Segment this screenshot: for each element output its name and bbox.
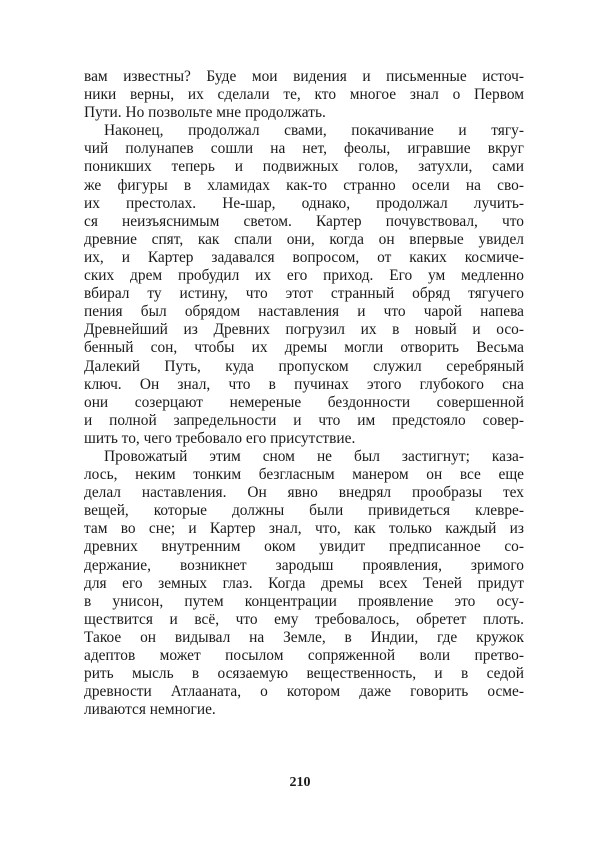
text-line: Пути. Но позвольте мне продолжать. (84, 104, 326, 122)
text-line: ских дрем пробудил их его приход. Его ум медленно (84, 267, 524, 285)
text-line: вбирал ту истину, что этот странный обряд тягучего (84, 285, 524, 303)
text-line: ливаются немногие. (84, 701, 216, 719)
paragraph (84, 122, 524, 448)
text-line: ществится и всё, что ему требовалось, обретет плоть. (84, 610, 524, 628)
text-line: Наконец, продолжал свами, покачивание и тягу- (104, 122, 524, 140)
text-line: там во сне; и Картер знал, что, как только каждый из (84, 520, 524, 538)
page-body (84, 68, 524, 719)
text-line: адептов может посылом сопряженной воли претво- (84, 647, 524, 664)
text-line: Такое он видывал на Земле, в Индии, где кружок (84, 628, 524, 646)
text-line: вещей, которые должны были привидеться клевре- (84, 502, 524, 520)
text-line: древних внутренним оком увидит предписанное со- (84, 538, 524, 556)
text-line: рить мысль в осязаемую вещественность, и в седой (84, 665, 524, 683)
page-number: 210 (289, 775, 311, 790)
text-line: Далекий Путь, куда пропуском служил серебряный (84, 357, 524, 375)
text-line: ники верны, их сделали те, кто многое знал о Первом (84, 86, 524, 104)
text-line: их, и Картер задавался вопросом, от каких космиче- (84, 248, 524, 266)
text-line: ключ. Он знал, что в пучинах этого глубокого сна (84, 375, 524, 393)
text-line: для его земных глаз. Когда дремы всех Теней придут (84, 574, 524, 592)
text-line: Древнейший из Древних погрузил их в новый и осо- (84, 321, 524, 339)
text-line: они созерцают немереные бездонности совершенной (84, 393, 524, 411)
text-line: же фигуры в хламидах как-то странно осели на сво- (84, 176, 524, 194)
text-line: поникших теперь и подвижных голов, затухли, сами (84, 158, 524, 176)
paragraph (84, 448, 524, 719)
text-line: пения был обрядом наставления и что чарой напева (84, 303, 524, 321)
text-line: древние спят, как спали они, когда он впервые увидел (84, 230, 524, 248)
text-line: шить то, чего требовало его присутствие. (84, 429, 356, 447)
paragraph (84, 68, 524, 122)
text-line: вам известны? Буде мои видения и письменные источ- (84, 68, 524, 85)
text-line: в унисон, путем концентрации проявление это осу- (84, 592, 524, 610)
text-line: держание, возникнет зародыш проявления, зримого (84, 556, 524, 574)
text-line: и полной запредельности и что им предстояло совер- (84, 411, 524, 429)
text-line: делал наставления. Он явно внедрял прообразы тех (84, 484, 524, 502)
text-line: чий полунапев сошли на нет, феолы, игравшие вкруг (84, 140, 524, 158)
text-line: древности Атлааната, о котором даже говорить осме- (84, 683, 524, 701)
text-line: их престолах. Не-шар, однако, продолжал лучить- (84, 194, 524, 212)
text-line: бенный сон, чтобы их дремы могли отворить Весьма (84, 339, 524, 357)
text-line: Провожатый этим сном не был застигнут; каза- (104, 447, 524, 465)
text-line: лось, неким тонким безгласным манером он все еще (84, 466, 524, 484)
text-line: ся неизъяснимым светом. Картер почувствовал, что (84, 212, 524, 230)
